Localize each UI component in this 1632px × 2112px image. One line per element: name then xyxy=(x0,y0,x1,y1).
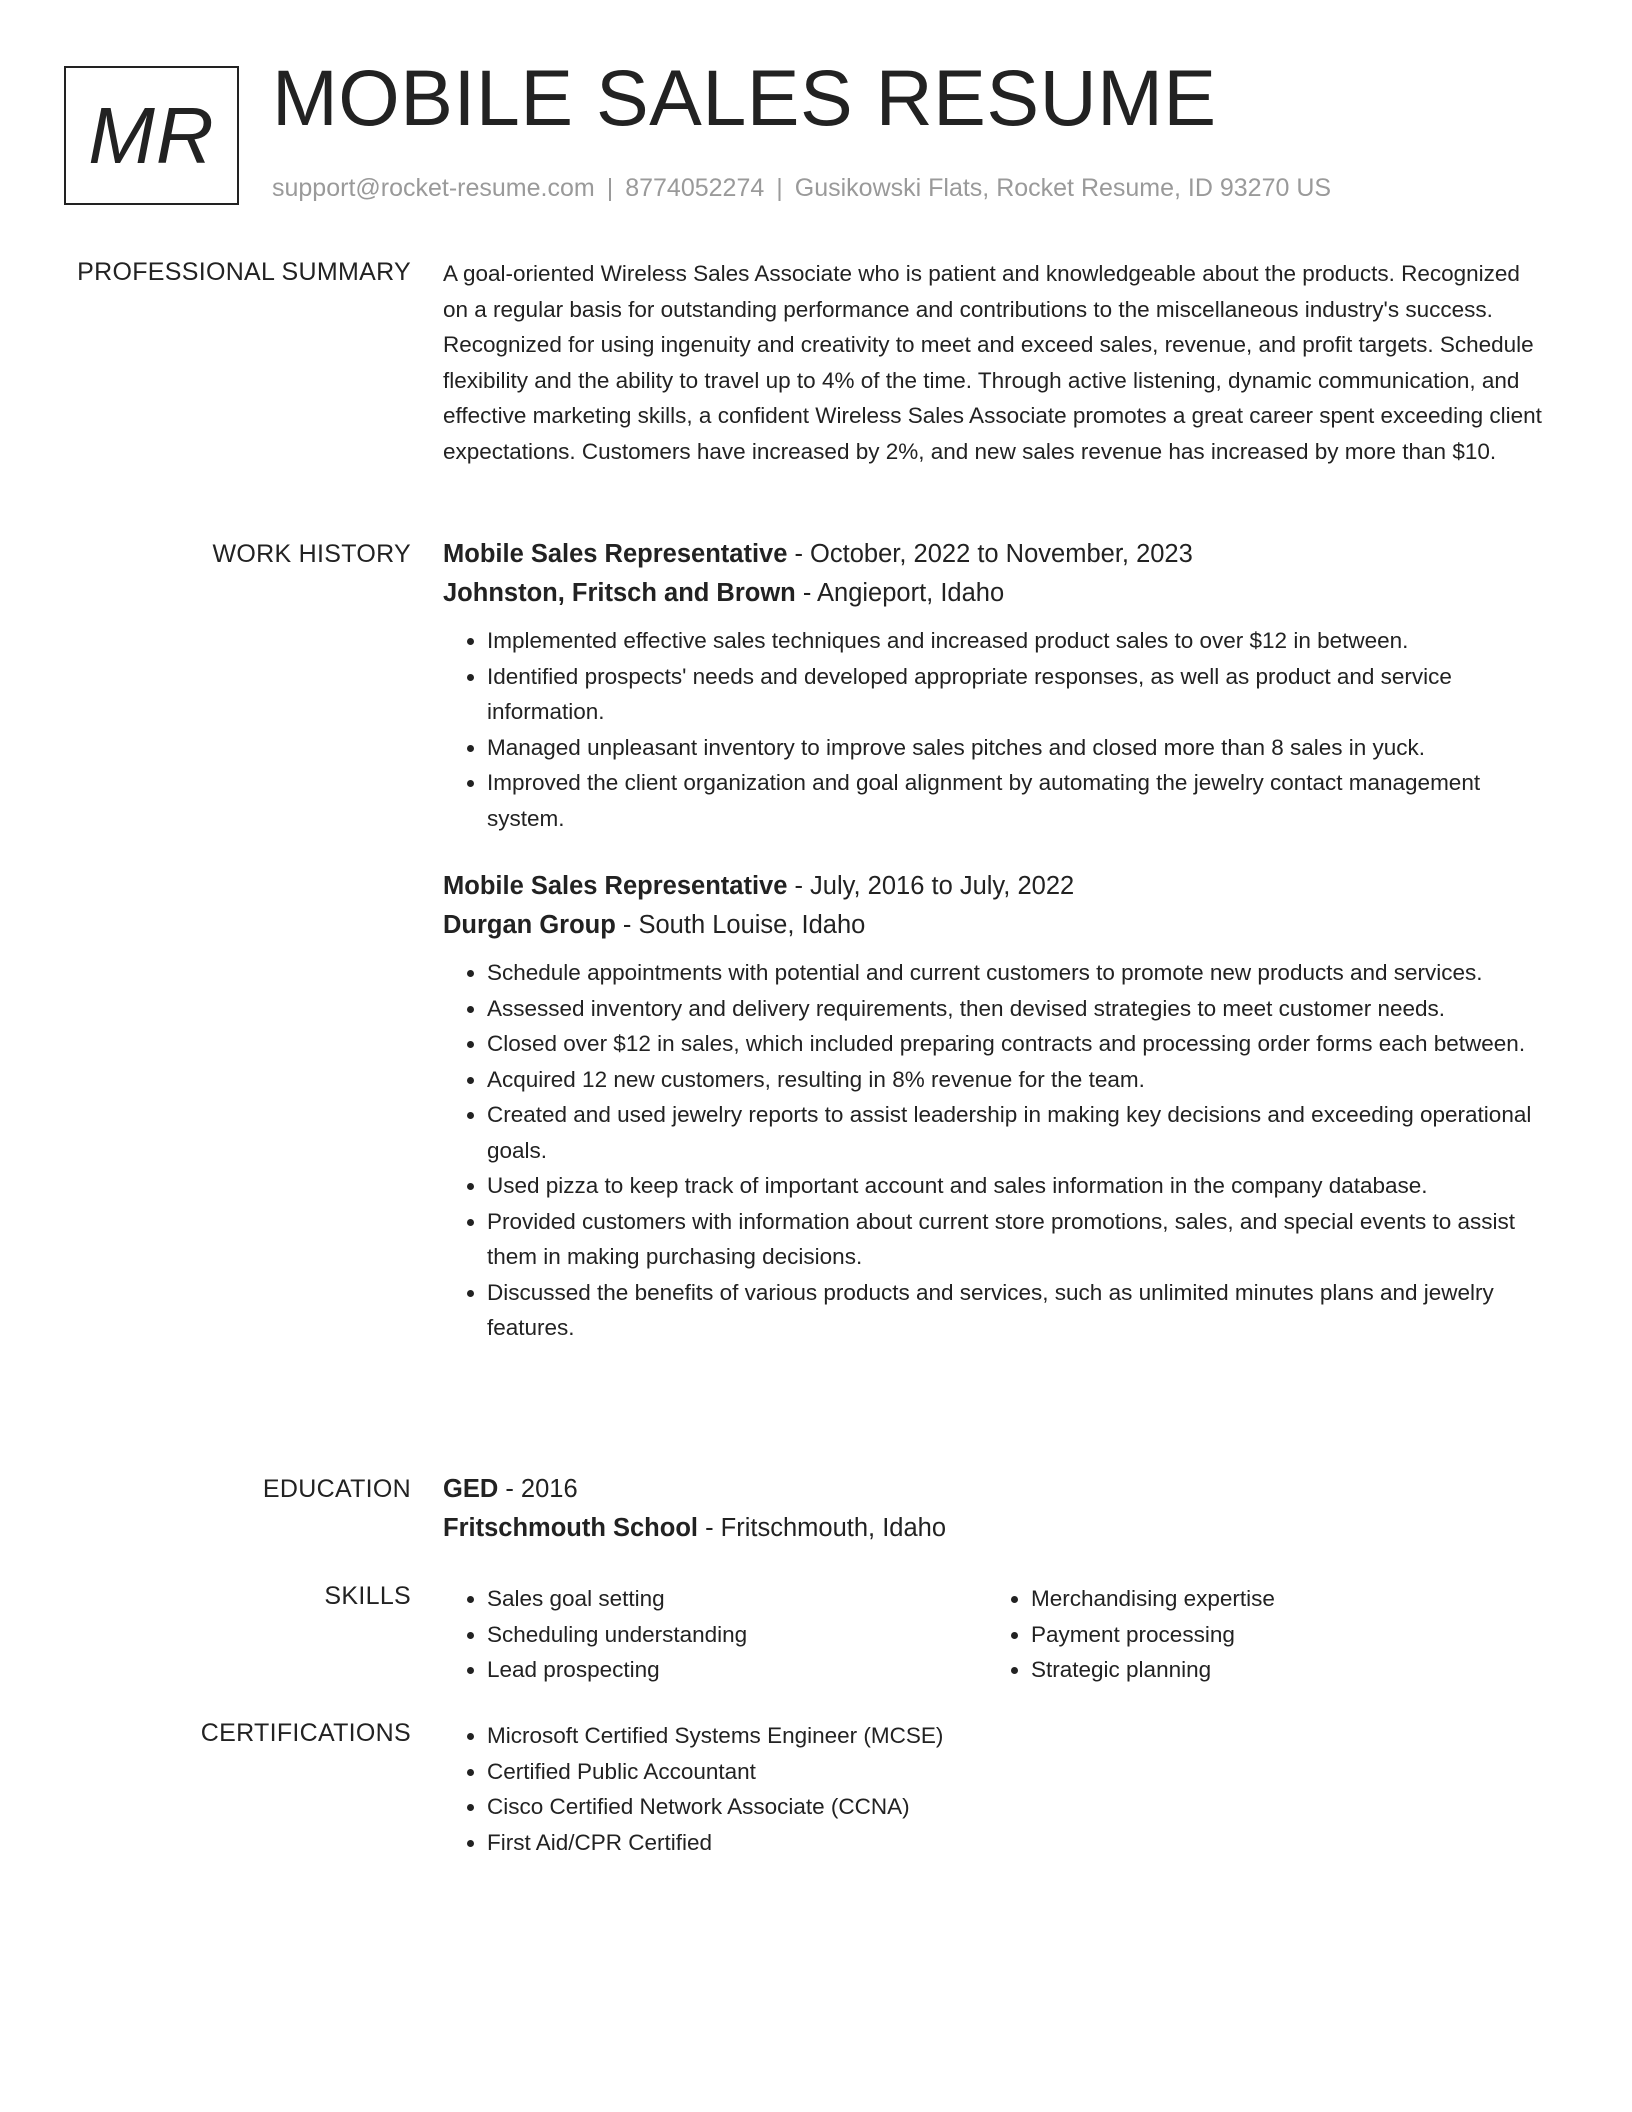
job-company: Durgan Group xyxy=(443,911,616,939)
certifications-heading: CERTIFICATIONS xyxy=(200,1719,411,1747)
job-bullet: • Managed unpleasant inventory to improve sales pitches and closed more than 8 sales in yuck. xyxy=(487,730,1551,766)
job-title: Mobile Sales Representative xyxy=(443,872,788,900)
education-body xyxy=(443,1470,1551,1548)
degree: GED xyxy=(443,1475,499,1503)
work-history-body xyxy=(443,535,1551,1346)
skill-item: • Sales goal setting xyxy=(487,1581,987,1617)
school-location: - Fritschmouth, Idaho xyxy=(698,1514,947,1542)
job-bullet: • Identified prospects' needs and developed appropriate responses, as well as product and service information. xyxy=(487,659,1551,730)
certifications-body xyxy=(443,1718,1551,1860)
job-entry xyxy=(443,535,1551,836)
job-bullet: • Created and used jewelry reports to assist leadership in making key decisions and exceeding operational goals. xyxy=(487,1097,1551,1168)
education-heading: EDUCATION xyxy=(262,1475,411,1503)
skill-item: • Payment processing xyxy=(1031,1617,1531,1653)
job-location: - South Louise, Idaho xyxy=(615,911,866,939)
job-company: Johnston, Fritsch and Brown xyxy=(443,579,796,607)
job-company-line xyxy=(443,574,1551,613)
job-bullets xyxy=(443,955,1551,1346)
job-bullet: • Discussed the benefits of various products and services, such as unlimited minutes plans and jewelry features. xyxy=(487,1275,1551,1346)
job-bullet: • Assessed inventory and delivery requirements, then devised strategies to meet customer needs. xyxy=(487,991,1551,1027)
monogram: MR xyxy=(64,66,239,205)
job-bullet: • Improved the client organization and goal alignment by automating the jewelry contact management system. xyxy=(487,765,1551,836)
skills-list-right xyxy=(987,1581,1531,1688)
job-bullet: • Implemented effective sales techniques and increased product sales to over $12 in between. xyxy=(487,623,1551,659)
certification-item: • First Aid/CPR Certified xyxy=(487,1825,1551,1861)
summary-heading: PROFESSIONAL SUMMARY xyxy=(77,258,411,286)
skill-item: • Strategic planning xyxy=(1031,1652,1531,1688)
contact-separator: | xyxy=(606,174,614,202)
job-company-line xyxy=(443,906,1551,945)
skills-grid xyxy=(443,1581,1551,1688)
job-title-line xyxy=(443,535,1551,574)
skill-item: • Merchandising expertise xyxy=(1031,1581,1531,1617)
contact-email: support@rocket-resume.com xyxy=(272,174,595,202)
skills-body xyxy=(443,1581,1551,1688)
job-entry xyxy=(443,867,1551,1346)
contact-address: Gusikowski Flats, Rocket Resume, ID 93270 US xyxy=(794,174,1332,202)
degree-line xyxy=(443,1470,1551,1509)
certification-item: • Certified Public Accountant xyxy=(487,1754,1551,1790)
summary-text: A goal-oriented Wireless Sales Associate who is patient and knowledgeable about the products. Recognized on a regular basis for outstanding performance and contributions to the miscellaneous industry's success. Recognized for using ingenuity and creativity to meet and exceed sales, revenue, and profit targets. Schedule flexibility and the ability to travel up to 4% of the time. Through active listening, dynamic communication, and effective marketing skills, a confident Wireless Sales Associate promotes a great career spent exceeding client expectations. Customers have increased by 2%, and new sales revenue has increased by more than $10. xyxy=(443,261,1542,464)
job-bullet: • Acquired 12 new customers, resulting in 8% revenue for the team. xyxy=(487,1062,1551,1098)
resume-title: MOBILE SALES RESUME xyxy=(272,53,1217,142)
certification-item: • Microsoft Certified Systems Engineer (MCSE) xyxy=(487,1718,1551,1754)
job-title-line xyxy=(443,867,1551,906)
certifications-list xyxy=(443,1718,1551,1860)
job-title: Mobile Sales Representative xyxy=(443,540,788,568)
contact-separator: | xyxy=(776,174,783,202)
school-name: Fritschmouth School xyxy=(443,1514,698,1542)
job-location: - Angieport, Idaho xyxy=(795,579,1005,607)
skill-item: • Lead prospecting xyxy=(487,1652,987,1688)
skills-list-left xyxy=(443,1581,987,1688)
skill-item: • Scheduling understanding xyxy=(487,1617,987,1653)
contact-phone: 8774052274 xyxy=(625,174,765,202)
job-bullet: • Closed over $12 in sales, which included preparing contracts and processing order forms each between. xyxy=(487,1026,1551,1062)
job-bullet: • Used pizza to keep track of important account and sales information in the company database. xyxy=(487,1168,1551,1204)
summary-body xyxy=(443,256,1551,469)
school-line xyxy=(443,1509,1551,1548)
work-history-heading: WORK HISTORY xyxy=(212,540,411,568)
job-dates: - July, 2016 to July, 2022 xyxy=(787,872,1075,900)
job-bullet: • Provided customers with information about current store promotions, sales, and special events to assist them in making purchasing decisions. xyxy=(487,1204,1551,1275)
degree-year: - 2016 xyxy=(498,1475,578,1503)
job-bullet: • Schedule appointments with potential and current customers to promote new products and services. xyxy=(487,955,1551,991)
job-dates: - October, 2022 to November, 2023 xyxy=(787,540,1193,568)
contact-line xyxy=(272,174,1331,203)
certification-item: • Cisco Certified Network Associate (CCNA) xyxy=(487,1789,1551,1825)
job-bullets xyxy=(443,623,1551,836)
skills-heading: SKILLS xyxy=(324,1582,411,1610)
